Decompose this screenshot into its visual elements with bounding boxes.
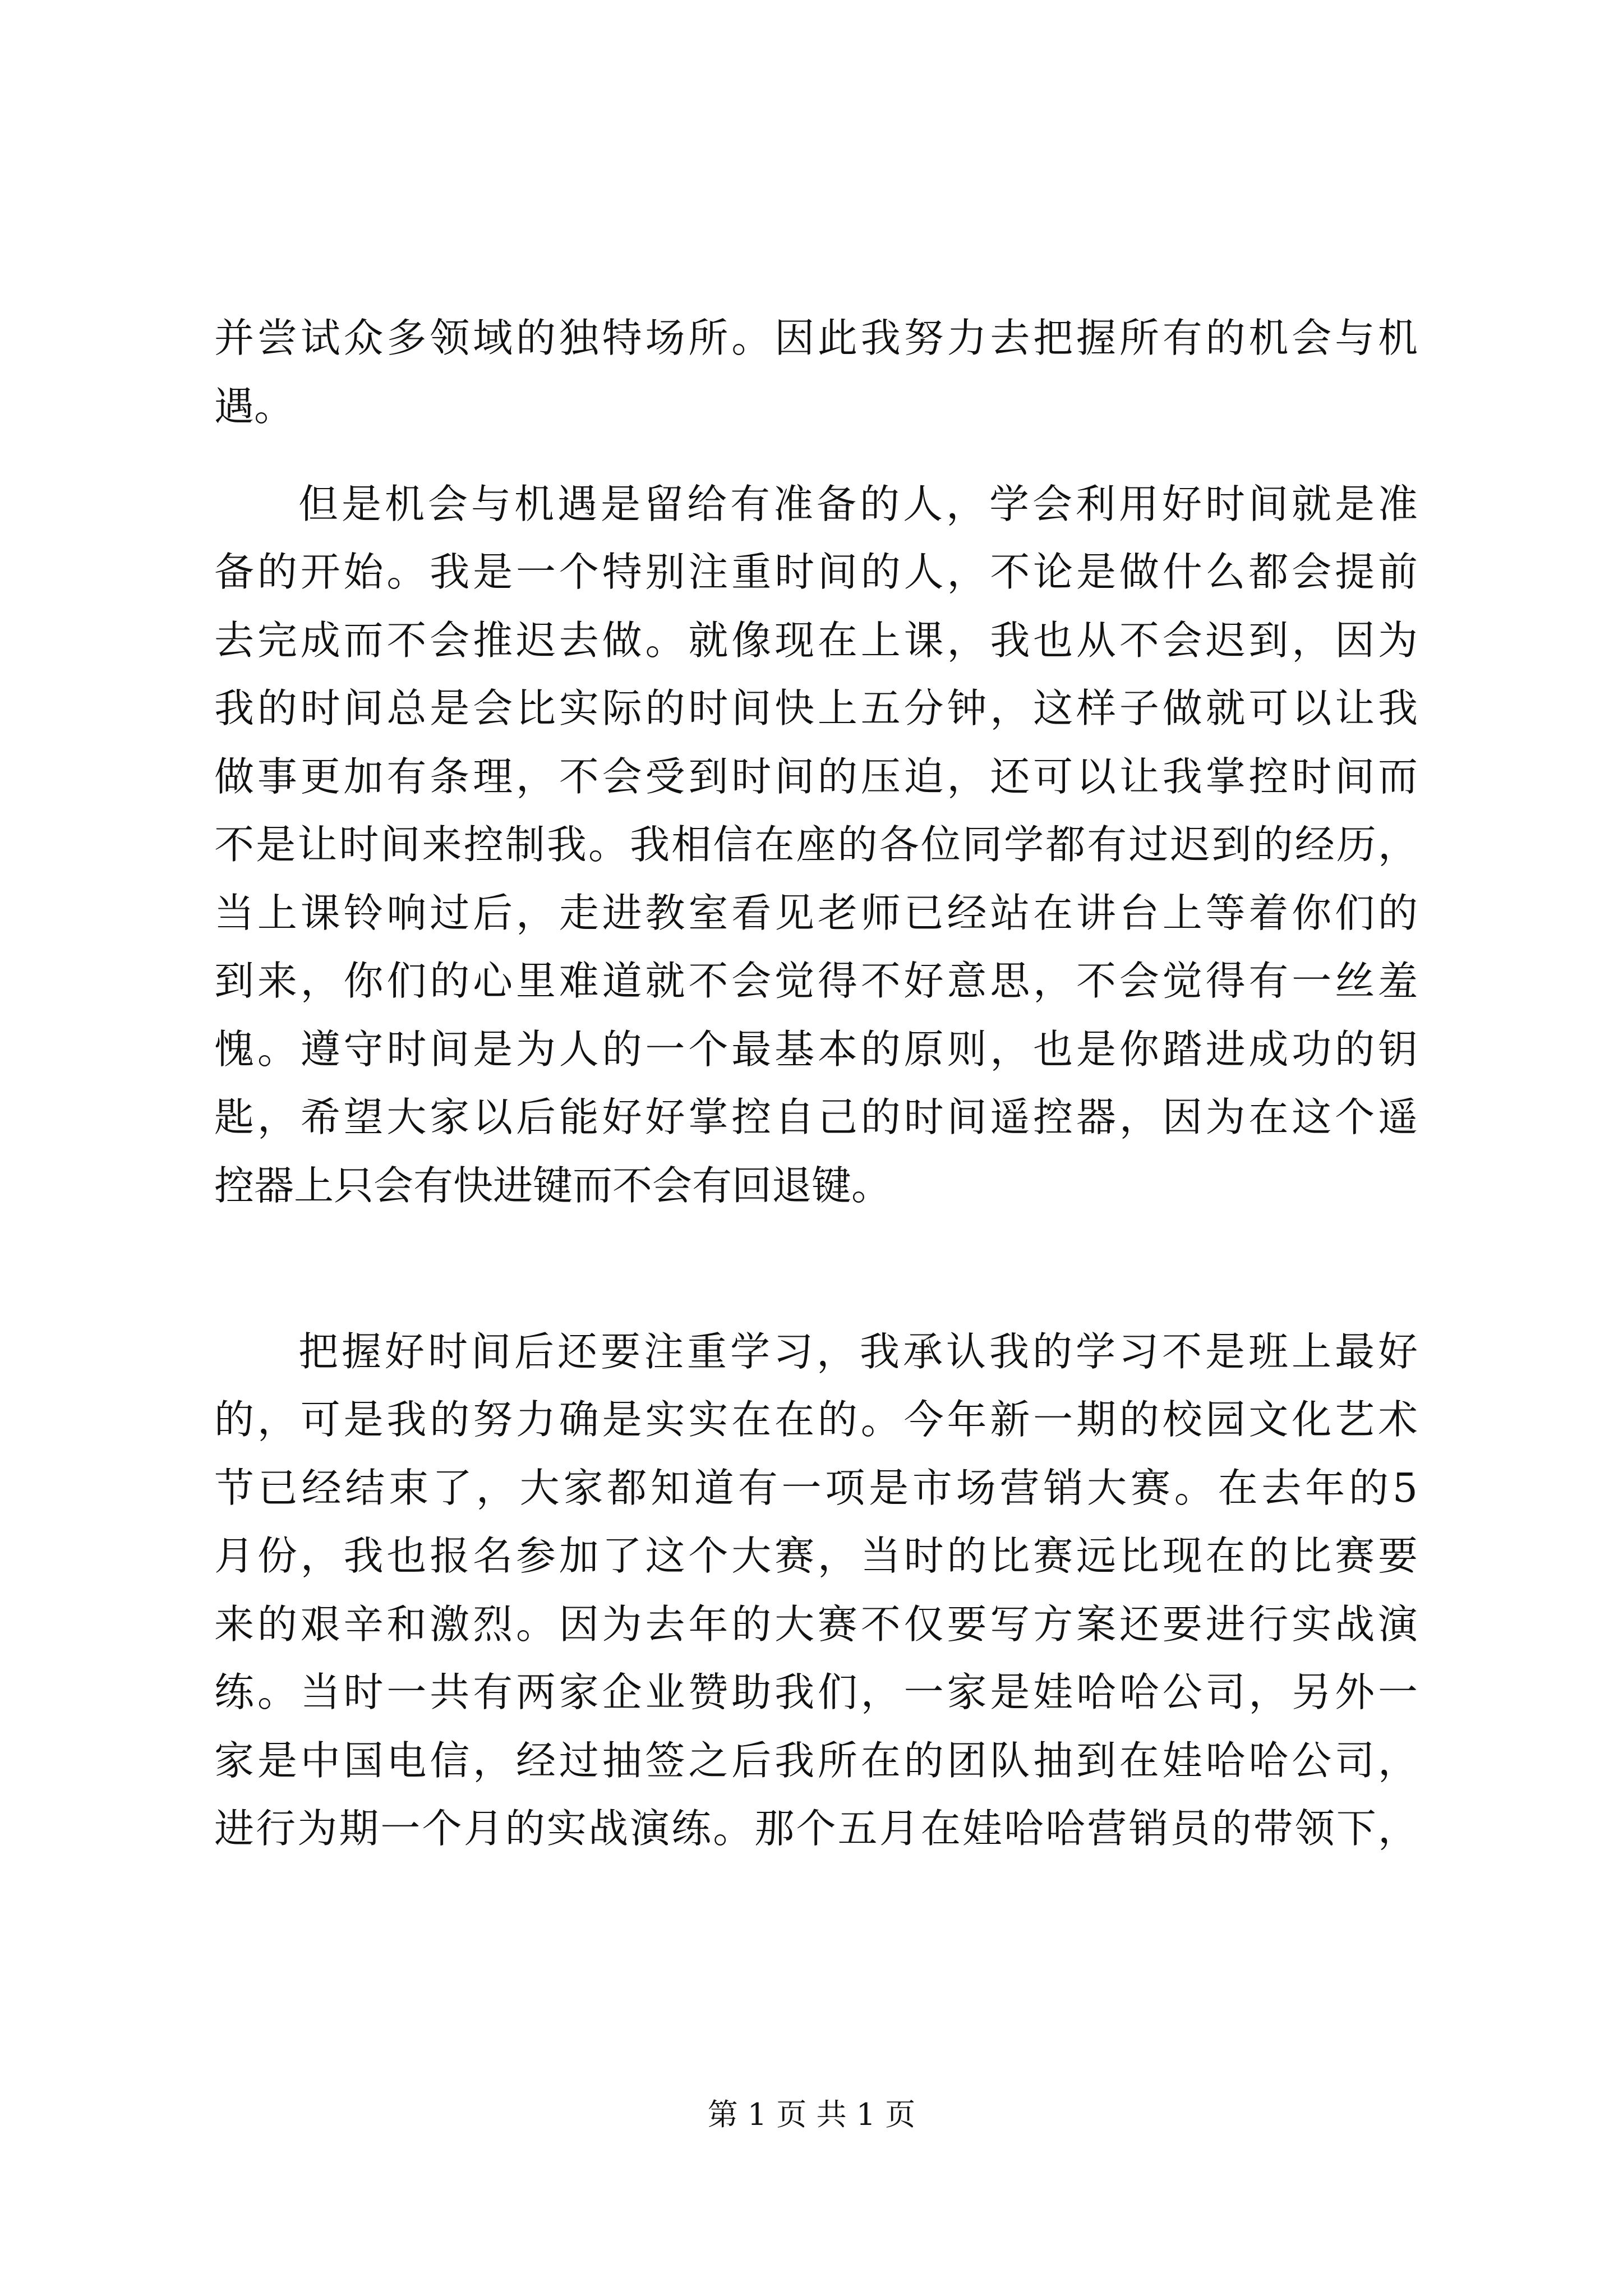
paragraph-line: 的，可是我的努力确是实实在在的。今年新一期的校园文化艺术 [214, 1396, 1418, 1443]
paragraph-line: 月份，我也报名参加了这个大赛，当时的比赛远比现在的比赛要 [214, 1533, 1418, 1579]
paragraph-line: 备的开始。我是一个特别注重时间的人，不论是做什么都会提前 [214, 549, 1418, 595]
paragraph-line: 当上课铃响过后，走进教室看见老师已经站在讲台上等着你们的 [214, 890, 1418, 936]
paragraph-line: 到来，你们的心里难道就不会觉得不好意思，不会觉得有一丝羞 [214, 958, 1418, 1004]
paragraph-line: 把握好时间后还要注重学习，我承认我的学习不是班上最好 [298, 1328, 1418, 1375]
paragraph-line: 做事更加有条理，不会受到时间的压迫，还可以让我掌控时间而 [214, 753, 1418, 800]
paragraph-line: 控器上只会有快进键而不会有回退键。 [214, 1162, 892, 1209]
paragraph-line: 来的艰辛和激烈。因为去年的大赛不仅要写方案还要进行实战演 [214, 1601, 1418, 1648]
paragraph-line: 我的时间总是会比实际的时间快上五分钟，这样子做就可以让我 [214, 685, 1418, 731]
paragraph-line: 家是中国电信，经过抽签之后我所在的团队抽到在娃哈哈公司， [214, 1737, 1418, 1784]
page-footer: 第 1 页 共 1 页 [707, 2097, 916, 2132]
paragraph-line: 愧。遵守时间是为人的一个最基本的原则，也是你踏进成功的钥 [214, 1026, 1418, 1073]
paragraph-line: 不是让时间来控制我。我相信在座的各位同学都有过迟到的经历， [214, 821, 1418, 868]
paragraph-line: 去完成而不会推迟去做。就像现在上课，我也从不会迟到，因为 [214, 617, 1418, 664]
paragraph-line: 练。当时一共有两家企业赞助我们，一家是娃哈哈公司，另外一 [214, 1669, 1418, 1715]
paragraph-line: 遇。 [214, 383, 294, 430]
paragraph-line: 但是机会与机遇是留给有准备的人，学会利用好时间就是准 [298, 481, 1418, 527]
paragraph-line: 进行为期一个月的实战演练。那个五月在娃哈哈营销员的带领下， [214, 1805, 1418, 1852]
paragraph-line: 并尝试众多领域的独特场所。因此我努力去把握所有的机会与机 [214, 315, 1418, 361]
paragraph-line: 节已经结束了，大家都知道有一项是市场营销大赛。在去年的5 [214, 1465, 1418, 1511]
paragraph-line: 匙，希望大家以后能好好掌控自己的时间遥控器，因为在这个遥 [214, 1094, 1418, 1140]
